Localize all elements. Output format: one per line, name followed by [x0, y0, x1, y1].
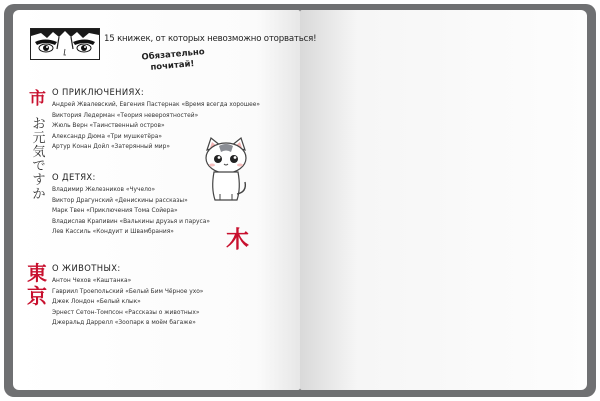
- list-item: Владислав Крапивин «Валькины друзья и паруса»: [52, 218, 210, 225]
- list-item: Владимир Железников «Чучело»: [52, 187, 156, 193]
- subtitle-line-1: Обязательно: [141, 47, 206, 63]
- vertical-char: 元: [32, 131, 46, 146]
- vertical-char: 気: [32, 145, 46, 160]
- section-heading-animals: О ЖИВОТНЫХ:: [52, 263, 121, 273]
- tokyo-kanji: [26, 262, 48, 308]
- list-item: Артур Конан Дойл «Затерянный мир»: [52, 144, 170, 151]
- list-item: Виктор Драгунский «Денискины рассказы»: [52, 197, 188, 204]
- center-kanji: 木: [226, 227, 249, 253]
- manga-eyes-illustration: [30, 28, 100, 60]
- tokyo-char: 東: [27, 261, 47, 285]
- kitten-icon: [201, 136, 251, 206]
- list-item: Лев Кассиль «Кондуит и Швамбрания»: [52, 229, 174, 236]
- book-list-animals: [52, 276, 203, 329]
- vertical-char: す: [32, 173, 46, 188]
- top-kanji: 市: [29, 89, 46, 109]
- list-item: Андрей Жвалевский, Евгения Пастернак «Время всегда хорошее»: [52, 102, 261, 108]
- section-heading-children: О ДЕТЯХ:: [52, 172, 96, 182]
- book-list-children: [52, 185, 210, 238]
- list-item: Джеральд Даррелл «Зоопарк в моём багаже»: [52, 320, 196, 327]
- vertical-char: で: [32, 159, 46, 174]
- page-title: 15 книжек, от которых невозможно оторваться!: [104, 34, 317, 44]
- vertical-char: お: [32, 117, 46, 132]
- section-heading-adventures: О ПРИКЛЮЧЕНИЯХ:: [52, 87, 145, 97]
- list-item: Александр Дюма «Три мушкетёра»: [52, 133, 163, 140]
- list-item: Джек Лондон «Белый клык»: [52, 299, 141, 306]
- list-item: Виктория Ледерман «Теория невероятностей»: [52, 112, 199, 119]
- list-item: Марк Твен «Приключения Тома Сойера»: [52, 208, 178, 215]
- vertical-char: か: [32, 187, 46, 202]
- list-item: Гавриил Троепольский «Белый Бим Чёрное ухо»: [52, 288, 204, 295]
- tokyo-char: 京: [27, 284, 47, 308]
- right-page: [300, 10, 587, 390]
- list-item: Антон Чехов «Каштанка»: [52, 278, 132, 284]
- vertical-japanese-text: [30, 118, 48, 202]
- list-item: Жюль Верн «Таинственный остров»: [52, 123, 165, 130]
- list-item: Эрнест Сетон-Томпсон «Рассказы о животных»: [52, 309, 200, 316]
- subtitle-line-2: почитай!: [150, 59, 195, 73]
